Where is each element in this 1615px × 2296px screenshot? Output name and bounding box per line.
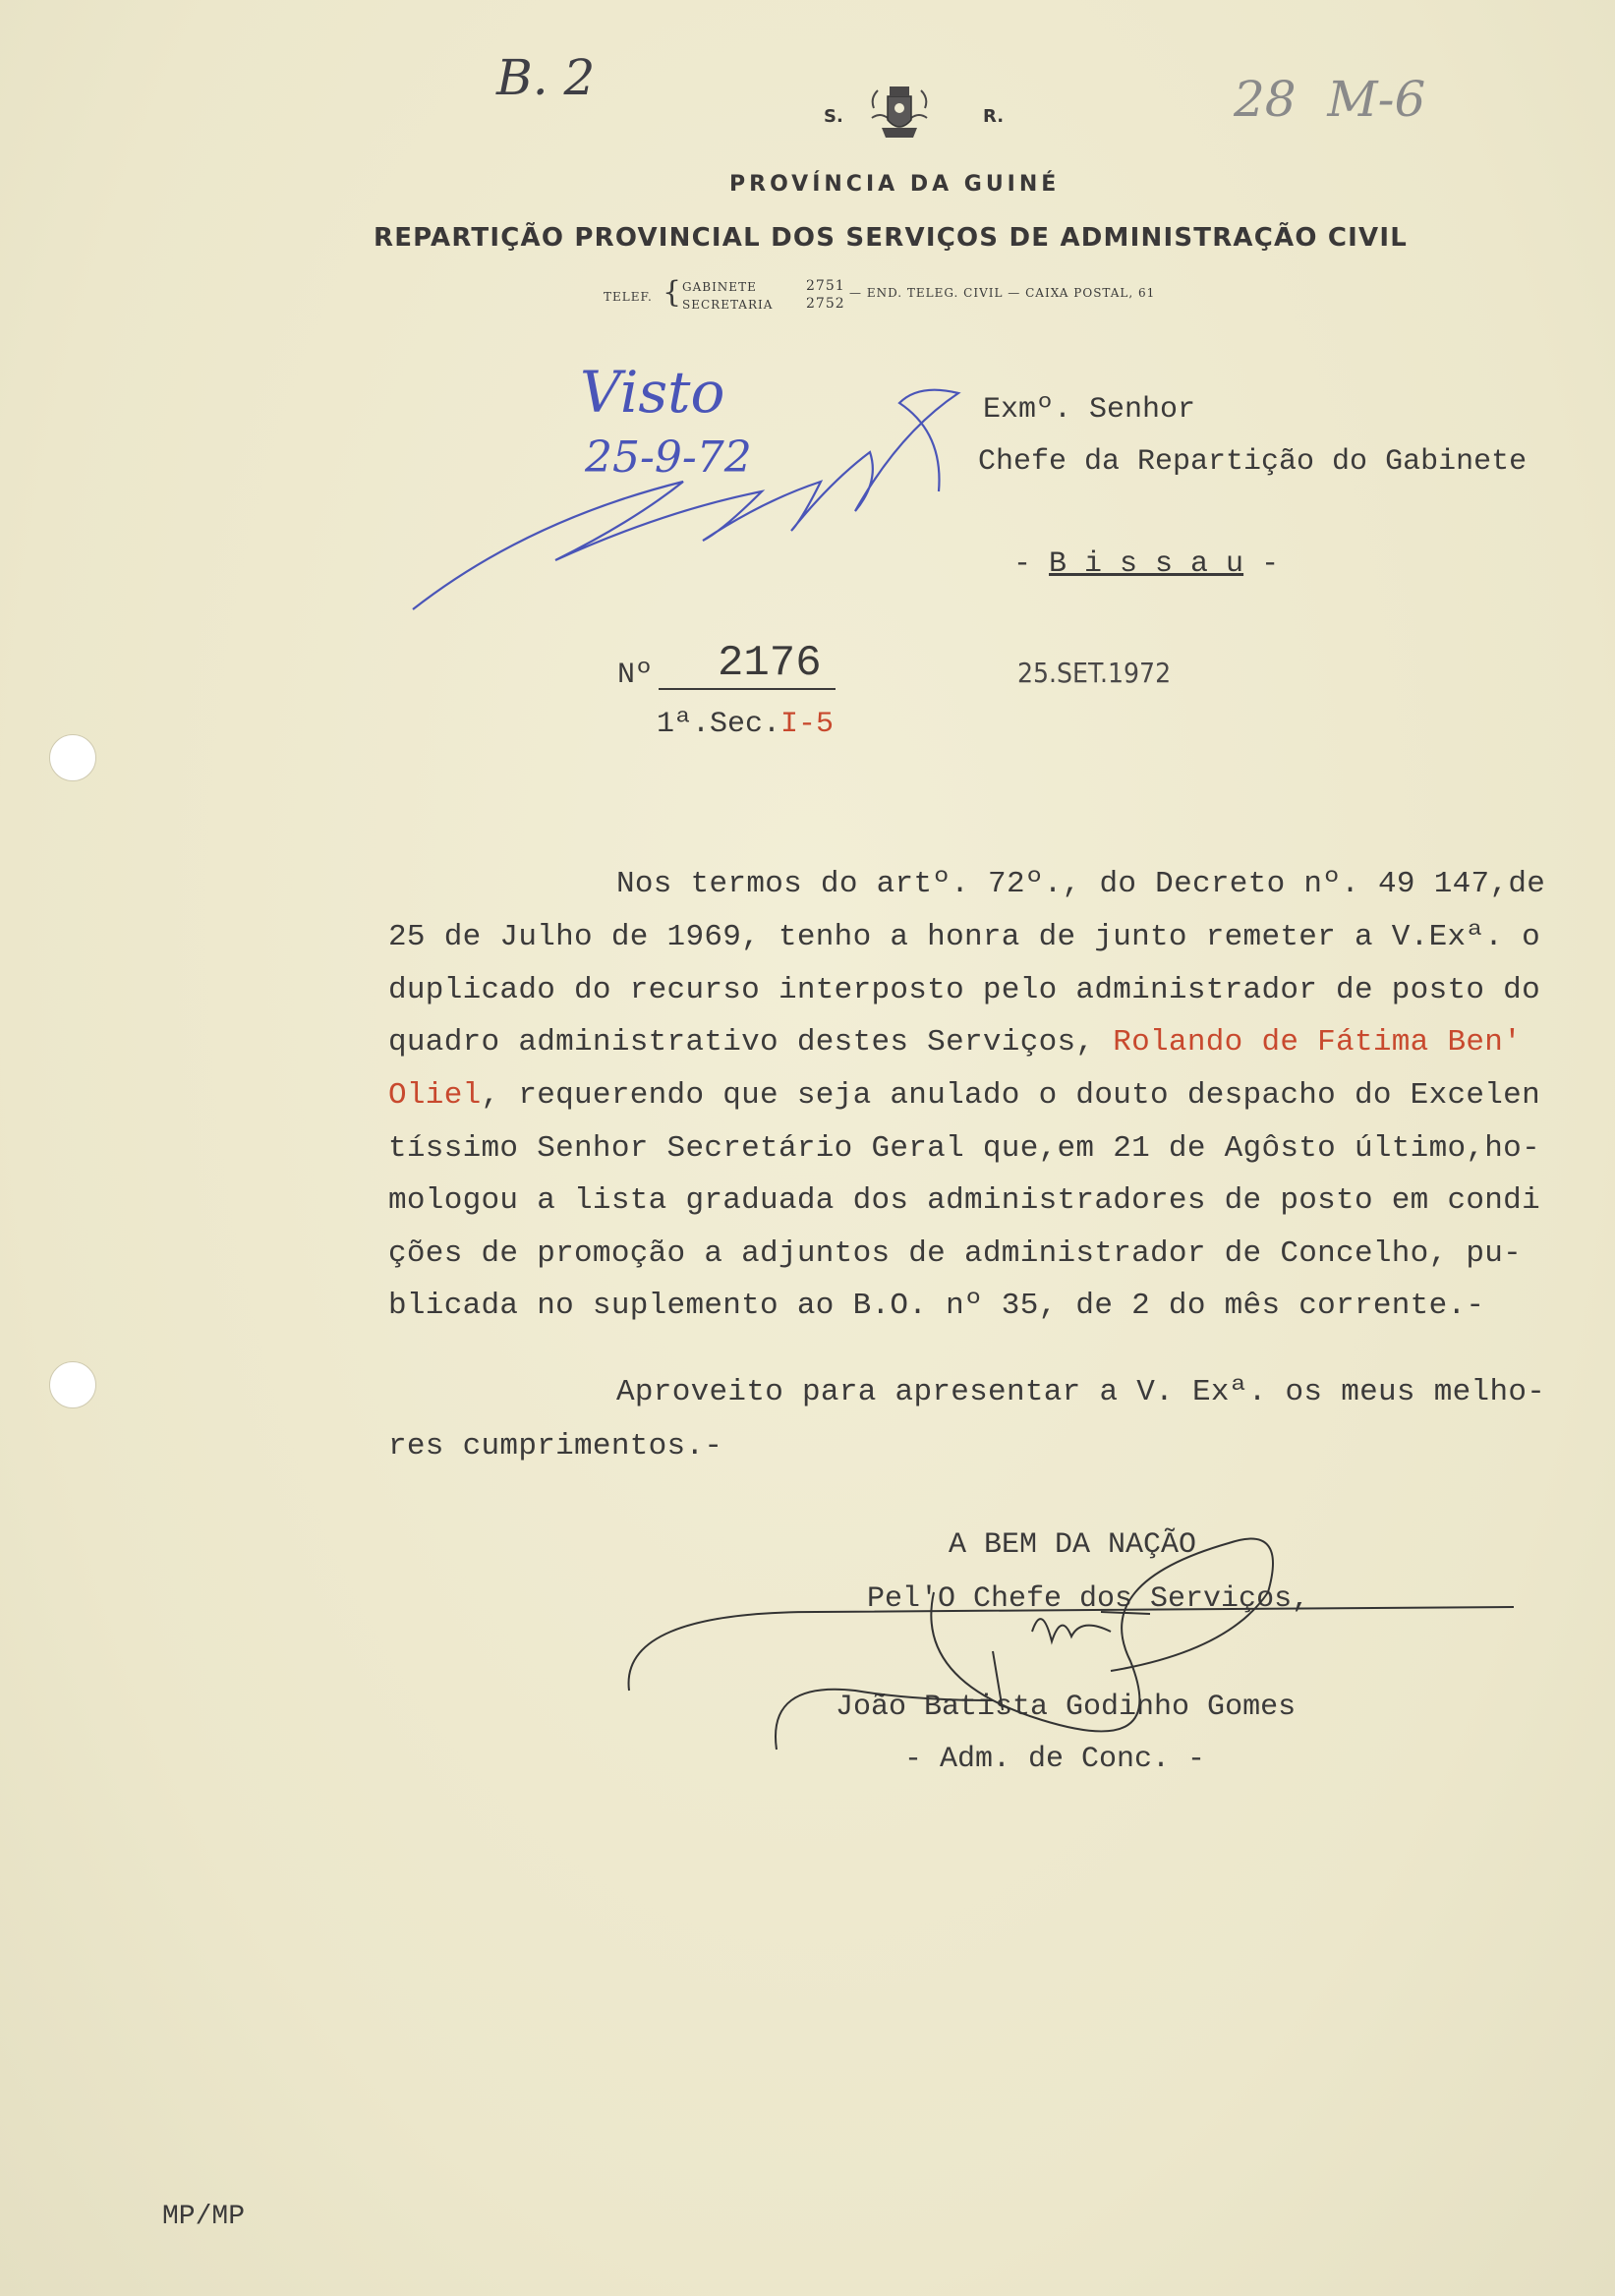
r-label: R. [983,106,1005,127]
blue-signature-scribble [408,373,998,629]
brace: { [663,275,683,310]
body-p1-line5-text: , requerendo que seja anulado o douto despacho do Excelen [481,1078,1540,1113]
body-p1-line8: ções de promoção a adjuntos de administrador de Concelho, pu- [388,1236,1523,1271]
visto-note: Visto [580,359,725,426]
body-p1-line2: 25 de Julho de 1969, tenho a honra de junto remeter a V.Exª. o [388,920,1540,954]
gabinete-label: GABINETE [682,280,757,294]
punch-hole-lower [49,1361,96,1408]
recipient-line3 [978,514,1279,581]
secretaria-label: SECRETARIA [682,298,774,312]
body-p1-line7: mologou a lista graduada dos administradores de posto em condi [388,1183,1540,1218]
city-name: B i s s a u [1049,547,1244,581]
recipient-line2: Chefe da Repartição do Gabinete [978,445,1528,479]
typist-initials: MP/MP [162,2202,246,2232]
date-stamp: 25.SET.1972 [1017,657,1172,689]
appellant-name-part1: Rolando de Fátima Ben' [1113,1025,1523,1060]
coat-of-arms-icon [868,79,931,147]
signature-closing: A BEM DA NAÇÃO [949,1528,1197,1562]
punch-hole-upper [49,734,96,781]
signature-scribble [619,1504,1524,1799]
handwritten-top-left: B. 2 [496,49,596,106]
reference-no-value: 2176 [718,639,822,688]
city-dash-left: - [1013,547,1050,581]
department-title: REPARTIÇÃO PROVINCIAL DOS SERVIÇOS DE ADMINISTRAÇÃO CIVIL [374,223,1409,253]
recipient-line1: Exmº. Senhor [983,393,1196,427]
s-label: S. [824,106,843,127]
section-prefix: 1ª.Sec. [657,708,781,741]
province-title: PROVÍNCIA DA GUINÉ [729,172,1061,197]
signatory-name: João Batista Godinho Gomes [836,1691,1297,1724]
handwritten-top-right: 28 M-6 [1234,71,1426,128]
gabinete-number: 2751 [806,278,845,294]
secretaria-number: 2752 [806,296,845,312]
appellant-name-part2: Oliel [388,1078,482,1113]
reference-section [657,708,834,741]
address-rest: — END. TELEG. CIVIL — CAIXA POSTAL, 61 [849,286,1156,300]
body-p1-line6: tíssimo Senhor Secretário Geral que,em 21 de Agôsto último,ho- [388,1131,1540,1166]
body-p2-line2: res cumprimentos.- [388,1429,723,1464]
reference-no-label: Nº [617,659,654,692]
reference-no-underline [659,688,836,690]
signatory-title: - Adm. de Conc. - [904,1743,1206,1776]
body-p1-line1: Nos termos do artº. 72º., do Decreto nº. 49 147,de [616,867,1546,901]
signature-on-behalf: Pel'O Chefe dos Serviços, [867,1582,1310,1616]
section-code: I-5 [780,708,835,741]
visto-date: 25-9-72 [585,432,752,483]
body-p1-line4 [388,1025,1522,1060]
city-dash-right: - [1243,547,1280,581]
body-p1-line5 [388,1078,1540,1113]
telef-label: TELEF. [604,290,653,304]
body-p1-line9: blicada no suplemento ao B.O. nº 35, de 2 do mês corrente.- [388,1289,1485,1323]
body-p2-line1: Aproveito para apresentar a V. Exª. os meus melho- [616,1375,1546,1409]
body-p1-line4-text: quadro administrativo destes Serviços, [388,1025,1114,1060]
body-p1-line3: duplicado do recurso interposto pelo administrador de posto do [388,973,1540,1007]
